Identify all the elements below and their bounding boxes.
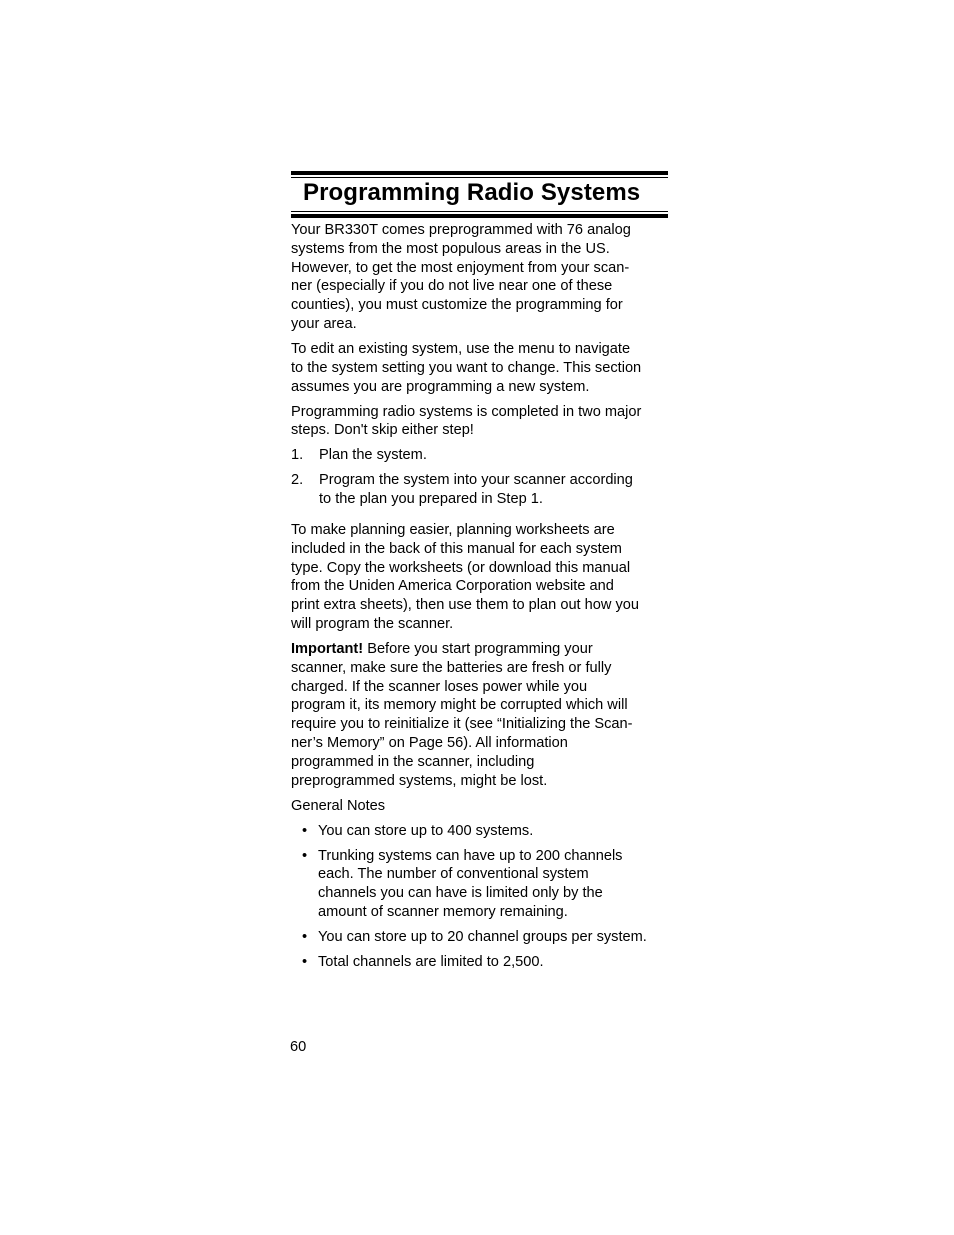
text-line: channels you can have is limited only by the (318, 885, 603, 902)
important-first-line: Before you start programming your (363, 641, 593, 658)
bottom-thin-rule (291, 211, 668, 212)
text-line: Program the system into your scanner according (319, 472, 633, 489)
edit-paragraph (291, 340, 668, 396)
text-line: To edit an existing system, use the menu to navigate (291, 340, 631, 357)
heading-block (291, 171, 668, 219)
text-line: preprogrammed systems, might be lost. (291, 772, 548, 789)
step-item (291, 471, 668, 509)
text-line: Trunking systems can have up to 200 channels (318, 847, 623, 864)
step-number: 2. (291, 472, 304, 489)
text-line: assumes you are programming a new system. (291, 378, 590, 395)
text-line: to the system setting you want to change. This section (291, 359, 642, 376)
text-line: Programming radio systems is completed in two major (291, 403, 642, 420)
text-line: your area. (291, 315, 357, 332)
text-line: To make planning easier, planning worksheets are (291, 522, 615, 539)
page-title: Programming Radio Systems (303, 179, 641, 206)
step-number: 1. (291, 447, 304, 464)
worksheet-paragraph (291, 521, 668, 634)
important-label: Important! (291, 641, 364, 658)
text-line: programmed in the scanner, including (291, 753, 535, 770)
text-line: type. Copy the worksheets (or download this manual (291, 559, 631, 576)
bottom-thick-rule (291, 214, 668, 218)
text-line: General Notes (291, 797, 386, 814)
page-heading (291, 171, 668, 219)
text-line: ner (especially if you do not live near one of these (291, 278, 613, 295)
text-line: systems from the most populous areas in the US. (291, 240, 610, 257)
important-paragraph (291, 640, 668, 790)
text-line: steps. Don't skip either step! (291, 422, 474, 439)
top-thick-rule (291, 171, 668, 175)
text-line: counties), you must customize the programming for (291, 297, 623, 314)
intro-paragraph (291, 221, 668, 334)
text-line: program it, its memory might be corrupted which will (291, 697, 628, 714)
note-item (291, 847, 668, 922)
bullet-icon: • (302, 822, 308, 839)
text-line: You can store up to 20 channel groups per system. (318, 928, 647, 945)
page-number: 60 (290, 1039, 307, 1055)
note-item (291, 953, 668, 972)
note-item (291, 822, 668, 841)
text-line: to the plan you prepared in Step 1. (319, 491, 543, 508)
text-line: amount of scanner memory remaining. (318, 903, 568, 920)
body-text (291, 221, 668, 978)
text-line: included in the back of this manual for each system (291, 540, 622, 557)
text-line: each. The number of conventional system (318, 866, 589, 883)
text-line: charged. If the scanner loses power while you (291, 678, 588, 695)
bullet-icon: • (302, 847, 308, 864)
text-line: Plan the system. (319, 447, 427, 464)
text-line: ner’s Memory” on Page 56). All information (291, 735, 568, 752)
text-line: from the Uniden America Corporation website and (291, 578, 614, 595)
text-line (291, 640, 668, 659)
text-line: require you to reinitialize it (see “Initializing the Scan- (291, 716, 633, 733)
text-line: Total channels are limited to 2,500. (318, 953, 544, 970)
text-line: Your BR330T comes preprogrammed with 76 analog (291, 222, 631, 238)
text-line: print extra sheets), then use them to plan out how you (291, 597, 640, 614)
bullet-icon: • (302, 953, 308, 970)
text-line: However, to get the most enjoyment from your scan- (291, 259, 630, 276)
step-item (291, 446, 668, 465)
steps-intro-paragraph (291, 403, 668, 441)
text-line: scanner, make sure the batteries are fresh or fully (291, 659, 612, 676)
text-line: You can store up to 400 systems. (318, 822, 534, 839)
note-item (291, 928, 668, 947)
text-line: will program the scanner. (291, 616, 454, 633)
bullet-icon: • (302, 928, 308, 945)
general-notes-heading (291, 797, 668, 816)
